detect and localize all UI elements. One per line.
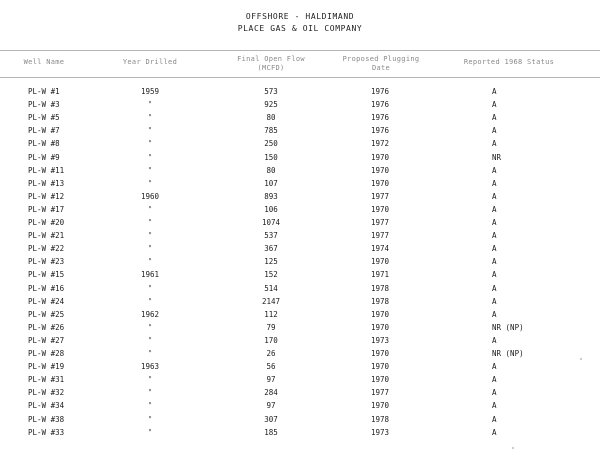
cell-proposed-plugging-date: 1976 [370,113,390,123]
cell-final-open-flow: 152 [264,270,278,280]
cell-year-drilled: 1961 [140,270,160,280]
cell-final-open-flow: 112 [264,309,278,319]
cell-reported-status: A [492,204,497,214]
cell-final-open-flow: 1074 [261,218,281,227]
cell-well-name: PL-W #12 [28,191,65,201]
header-final-open-flow [224,55,318,73]
cell-well-name: PL-W #24 [28,296,65,306]
table-row [0,426,600,439]
cell-final-open-flow: 106 [264,204,278,214]
cell-well-name: PL-W #17 [28,204,65,214]
cell-final-open-flow: 2147 [261,296,281,306]
cell-year-drilled: " [147,178,153,188]
table-row [0,295,600,308]
cell-well-name: PL-W #21 [28,231,65,241]
cell-reported-status: A [492,244,497,254]
table-row [0,282,600,295]
cell-reported-status: A [492,100,497,110]
header-final-open-flow-line1: Final Open Flow [237,55,305,63]
cell-well-name: PL-W #34 [28,401,65,411]
cell-year-drilled: " [147,427,153,437]
cell-final-open-flow: 307 [264,414,278,424]
document-title-line2: PLACE GAS & OIL COMPANY [237,24,363,33]
cell-year-drilled: " [147,204,153,214]
table-row [0,229,600,242]
table-row [0,137,600,150]
table-row [0,216,600,229]
cell-year-drilled: " [147,388,153,398]
cell-reported-status: A [492,296,497,306]
cell-final-open-flow: 185 [264,427,278,437]
table-row [0,373,600,386]
cell-proposed-plugging-date: 1971 [370,270,390,280]
cell-reported-status: NR (NP) [492,322,524,332]
cell-well-name: PL-W #26 [28,322,65,332]
header-year-drilled [110,58,190,67]
cell-reported-status: A [492,139,497,149]
table-row [0,413,600,426]
cell-reported-status: A [492,126,497,136]
cell-reported-status: A [492,231,497,241]
cell-proposed-plugging-date: 1970 [370,152,390,162]
cell-proposed-plugging-date: 1970 [370,178,390,188]
cell-proposed-plugging-date: 1972 [370,139,390,149]
cell-proposed-plugging-date: 1970 [370,322,390,332]
cell-proposed-plugging-date: 1976 [370,87,390,96]
document-title-line1: OFFSHORE - HALDIMAND [245,12,355,21]
header-final-open-flow-line2: (MCFD) [257,64,285,72]
cell-year-drilled: " [147,100,153,110]
cell-reported-status: A [492,427,497,437]
cell-year-drilled: " [147,401,153,411]
cell-proposed-plugging-date: 1970 [370,257,390,267]
cell-reported-status: A [492,218,497,227]
cell-final-open-flow: 785 [264,126,278,136]
cell-well-name: PL-W #38 [28,414,65,424]
header-well-name-text: Well Name [23,58,65,66]
cell-proposed-plugging-date: 1974 [370,244,390,254]
cell-proposed-plugging-date: 1973 [370,427,390,437]
cell-final-open-flow: 80 [266,113,276,123]
table-row [0,124,600,137]
cell-reported-status: NR [492,152,502,162]
cell-final-open-flow: 107 [264,178,278,188]
cell-well-name: PL-W #32 [28,388,65,398]
header-reported-status-text: Reported 1968 Status [463,58,555,66]
cell-reported-status: A [492,113,497,123]
table-row [0,386,600,399]
table-row [0,164,600,177]
cell-reported-status: A [492,165,497,175]
cell-proposed-plugging-date: 1970 [370,362,390,372]
cell-reported-status: A [492,362,497,372]
cell-final-open-flow: 97 [266,401,276,411]
cell-proposed-plugging-date: 1977 [370,218,390,227]
cell-final-open-flow: 97 [266,375,276,385]
cell-well-name: PL-W #31 [28,375,65,385]
cell-reported-status: A [492,309,497,319]
cell-reported-status: A [492,414,497,424]
cell-final-open-flow: 56 [266,362,276,372]
header-well-name [14,58,74,67]
cell-well-name: PL-W #19 [28,362,65,372]
cell-final-open-flow: 26 [266,349,276,358]
cell-year-drilled: 1963 [140,362,160,372]
cell-reported-status: A [492,401,497,411]
table-row [0,111,600,124]
cell-year-drilled: " [147,113,153,123]
cell-final-open-flow: 125 [264,257,278,267]
cell-reported-status: A [492,257,497,267]
cell-well-name: PL-W #22 [28,244,65,254]
table-row [0,98,600,111]
cell-year-drilled: 1962 [140,309,160,319]
cell-proposed-plugging-date: 1970 [370,375,390,385]
cell-well-name: PL-W #7 [28,126,60,136]
header-proposed-plugging-date [334,55,428,73]
cell-proposed-plugging-date: 1970 [370,349,390,358]
cell-well-name: PL-W #25 [28,309,65,319]
cell-final-open-flow: 537 [264,231,278,241]
table-row [0,360,600,373]
table-row [0,203,600,216]
header-year-drilled-text: Year Drilled [122,58,178,66]
cell-proposed-plugging-date: 1973 [370,335,390,345]
cell-proposed-plugging-date: 1970 [370,309,390,319]
cell-well-name: PL-W #1 [28,87,60,96]
cell-year-drilled: " [147,283,153,293]
cell-well-name: PL-W #20 [28,218,65,227]
top-rule-line [0,50,600,51]
cell-reported-status: A [492,388,497,398]
cell-final-open-flow: 150 [264,152,278,162]
cell-proposed-plugging-date: 1977 [370,388,390,398]
table-row [0,242,600,255]
cell-well-name: PL-W #3 [28,100,60,110]
table-row [0,347,600,360]
cell-well-name: PL-W #33 [28,427,65,437]
header-rule-line [0,77,600,78]
cell-well-name: PL-W #23 [28,257,65,267]
cell-proposed-plugging-date: 1976 [370,100,390,110]
cell-final-open-flow: 80 [266,165,276,175]
scan-speck [580,358,582,360]
cell-year-drilled: " [147,244,153,254]
cell-reported-status: A [492,270,497,280]
cell-well-name: PL-W #8 [28,139,60,149]
table-row [0,190,600,203]
table-row [0,334,600,347]
cell-year-drilled: " [147,322,153,332]
cell-proposed-plugging-date: 1976 [370,126,390,136]
cell-proposed-plugging-date: 1978 [370,296,390,306]
cell-year-drilled: 1959 [140,87,160,96]
cell-year-drilled: " [147,126,153,136]
cell-year-drilled: " [147,231,153,241]
cell-well-name: PL-W #15 [28,270,65,280]
header-reported-status [450,58,568,67]
cell-reported-status: NR (NP) [492,349,524,358]
cell-proposed-plugging-date: 1970 [370,204,390,214]
header-proposed-plugging-line2: Date [371,64,391,72]
cell-proposed-plugging-date: 1977 [370,191,390,201]
table-row [0,255,600,268]
header-proposed-plugging-line1: Proposed Plugging [342,55,420,63]
table-row [0,321,600,334]
cell-final-open-flow: 893 [264,191,278,201]
cell-well-name: PL-W #9 [28,152,60,162]
cell-reported-status: A [492,191,497,201]
cell-reported-status: A [492,178,497,188]
table-row [0,177,600,190]
table-row [0,85,600,98]
cell-year-drilled: " [147,152,153,162]
table-row [0,151,600,164]
table-row [0,399,600,412]
cell-final-open-flow: 284 [264,388,278,398]
cell-reported-status: A [492,283,497,293]
cell-year-drilled: 1960 [140,191,160,201]
cell-proposed-plugging-date: 1970 [370,165,390,175]
cell-year-drilled: " [147,349,153,358]
cell-proposed-plugging-date: 1978 [370,414,390,424]
cell-final-open-flow: 514 [264,283,278,293]
cell-proposed-plugging-date: 1970 [370,401,390,411]
table-row [0,268,600,281]
cell-proposed-plugging-date: 1978 [370,283,390,293]
scan-speck [512,447,514,449]
cell-final-open-flow: 367 [264,244,278,254]
cell-well-name: PL-W #27 [28,335,65,345]
cell-well-name: PL-W #16 [28,283,65,293]
cell-final-open-flow: 79 [266,322,276,332]
cell-year-drilled: " [147,296,153,306]
cell-year-drilled: " [147,375,153,385]
cell-final-open-flow: 170 [264,335,278,345]
cell-well-name: PL-W #28 [28,349,65,358]
cell-reported-status: A [492,375,497,385]
cell-year-drilled: " [147,165,153,175]
cell-final-open-flow: 573 [264,87,278,96]
cell-final-open-flow: 925 [264,100,278,110]
cell-year-drilled: " [147,414,153,424]
table-row [0,308,600,321]
cell-final-open-flow: 250 [264,139,278,149]
cell-proposed-plugging-date: 1977 [370,231,390,241]
cell-year-drilled: " [147,335,153,345]
cell-year-drilled: " [147,218,153,227]
cell-year-drilled: " [147,139,153,149]
cell-reported-status: A [492,335,497,345]
cell-well-name: PL-W #5 [28,113,60,123]
cell-reported-status: A [492,87,497,96]
cell-well-name: PL-W #11 [28,165,65,175]
cell-year-drilled: " [147,257,153,267]
cell-well-name: PL-W #13 [28,178,65,188]
